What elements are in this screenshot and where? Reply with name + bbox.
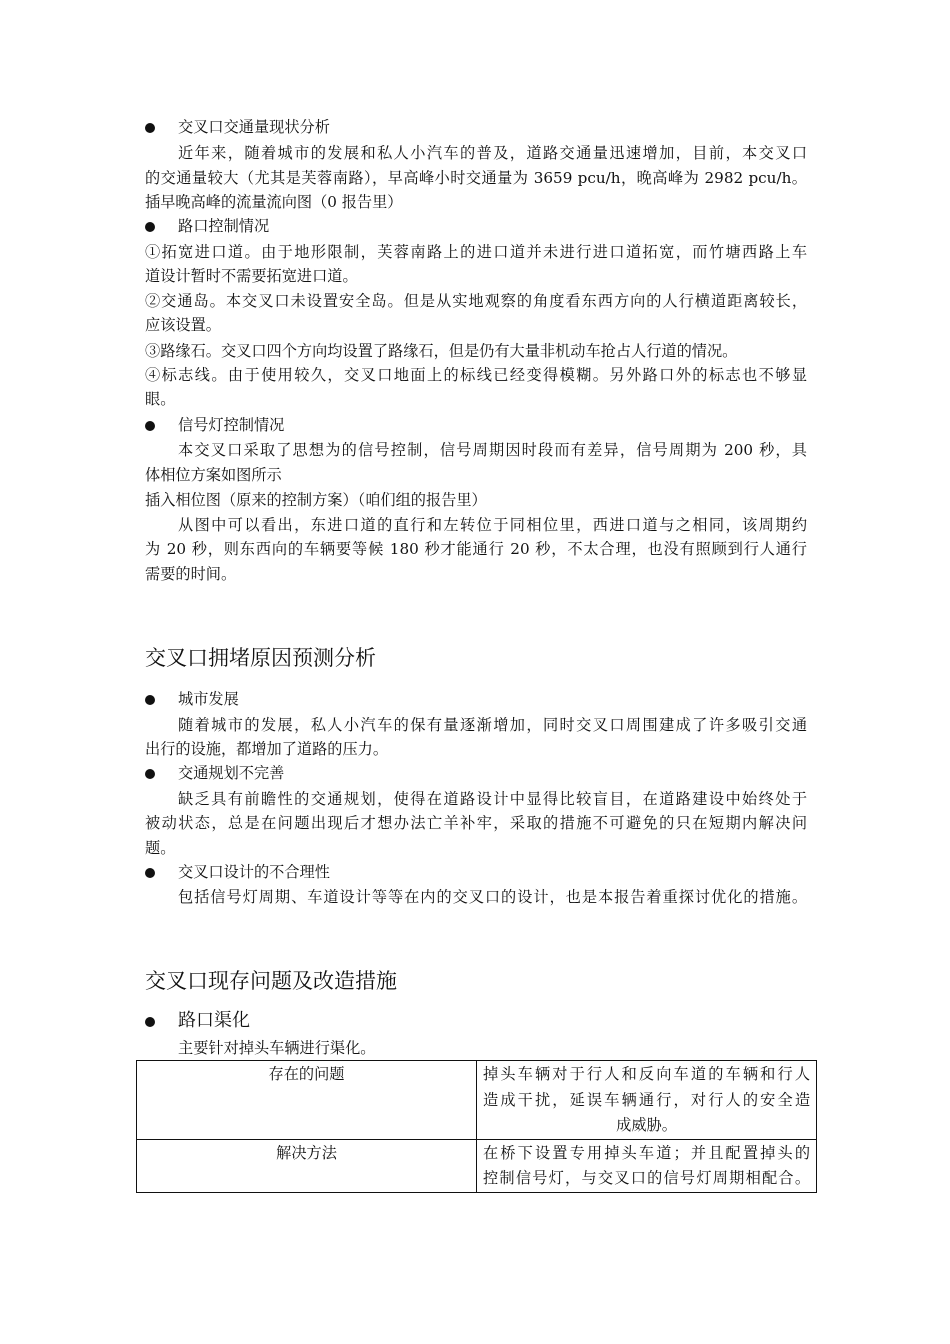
paragraph-line: ②交通岛。本交叉口未设置安全岛。但是从实地观察的角度看东西方向的人行横道距离较长， <box>145 292 807 310</box>
paragraph-line: 出行的设施，都增加了道路的压力。 <box>145 740 388 758</box>
table-cell-value <box>477 1139 817 1192</box>
bullet-urban-development: 城市发展 <box>178 690 239 708</box>
paragraph-line: 体相位方案如图所示 <box>145 466 282 484</box>
paragraph-line: 眼。 <box>145 390 176 408</box>
bullet-dot <box>145 868 155 878</box>
cell-line: 掉头车辆对于行人和反向车道的车辆和行人 <box>483 1065 810 1083</box>
bullet-channelization: 路口渠化 <box>178 1010 250 1031</box>
bullet-dot <box>145 222 155 232</box>
table-row <box>137 1139 817 1192</box>
bullet-dot <box>145 421 155 431</box>
paragraph-line: 插早晚高峰的流量流向图（0 报告里） <box>145 193 403 211</box>
paragraph-line: 本交叉口采取了思想为的信号控制，信号周期因时段而有差异，信号周期为 200 秒，具 <box>178 441 807 459</box>
paragraph-line: ③路缘石。交叉口四个方向均设置了路缘石，但是仍有大量非机动车抢占人行道的情况。 <box>145 342 738 360</box>
table-cell-label: 存在的问题 <box>137 1061 477 1140</box>
bullet-dot <box>145 769 155 779</box>
paragraph-line: 从图中可以看出，东进口道的直行和左转位于同相位里，西进口道与之相同，该周期约 <box>178 516 807 534</box>
bullet-design-flaws: 交叉口设计的不合理性 <box>178 863 330 881</box>
paragraph-line: 缺乏具有前瞻性的交通规划，使得在道路设计中显得比较盲目，在道路建设中始终处于 <box>178 790 807 808</box>
section-heading: 交叉口拥堵原因预测分析 <box>145 646 376 670</box>
paragraph-line: 需要的时间。 <box>145 565 237 583</box>
cell-line: 造成干扰，延误车辆通行，对行人的安全造 <box>483 1090 810 1109</box>
paragraph-line: 包括信号灯周期、车道设计等等在内的交叉口的设计，也是本报告着重探讨优化的措施。 <box>178 888 807 906</box>
bullet-dot <box>145 123 155 133</box>
bullet-traffic-planning: 交通规划不完善 <box>178 764 285 782</box>
bullet-traffic-volume: 交叉口交通量现状分析 <box>178 118 330 136</box>
problem-solution-table <box>136 1060 817 1193</box>
paragraph-line: 近年来，随着城市的发展和私人小汽车的普及，道路交通量迅速增加，目前，本交叉口 <box>178 144 807 162</box>
paragraph-line: 道设计暂时不需要拓宽进口道。 <box>145 267 358 285</box>
bullet-intersection-control: 路口控制情况 <box>178 217 270 235</box>
paragraph-line: 为 20 秒，则东西向的车辆要等候 180 秒才能通行 20 秒，不太合理，也没有照顾到行人通行 <box>145 540 807 558</box>
paragraph-line: 主要针对掉头车辆进行渠化。 <box>178 1039 376 1057</box>
table-cell-label: 解决方法 <box>137 1139 477 1192</box>
bullet-dot <box>145 1017 155 1027</box>
section-heading: 交叉口现存问题及改造措施 <box>145 969 397 993</box>
bullet-signal-control: 信号灯控制情况 <box>178 416 285 434</box>
paragraph-line: 随着城市的发展，私人小汽车的保有量逐渐增加，同时交叉口周围建成了许多吸引交通 <box>178 716 807 734</box>
paragraph-line: 被动状态，总是在问题出现后才想办法亡羊补牢，采取的措施不可避免的只在短期内解决问 <box>145 814 807 832</box>
cell-line: 控制信号灯，与交叉口的信号灯周期相配合。 <box>483 1169 810 1187</box>
paragraph-line: ④标志线。由于使用较久，交叉口地面上的标线已经变得模糊。另外路口外的标志也不够显 <box>145 366 807 384</box>
paragraph-line: 应该设置。 <box>145 316 221 334</box>
cell-line: 在桥下设置专用掉头车道；并且配置掉头的 <box>483 1143 810 1162</box>
bullet-dot <box>145 695 155 705</box>
cell-line: 成威胁。 <box>616 1116 677 1134</box>
table-row <box>137 1061 817 1140</box>
table-cell-value <box>477 1061 817 1140</box>
paragraph-line: 题。 <box>145 839 176 857</box>
paragraph-line: 的交通量较大（尤其是芙蓉南路），早高峰小时交通量为 3659 pcu/h，晚高峰为 2982 pcu/h。 <box>145 169 807 187</box>
paragraph-line: 插入相位图（原来的控制方案）（咱们组的报告里） <box>145 491 487 509</box>
paragraph-line: ①拓宽进口道。由于地形限制，芙蓉南路上的进口道并未进行进口道拓宽，而竹塘西路上车 <box>145 243 807 261</box>
